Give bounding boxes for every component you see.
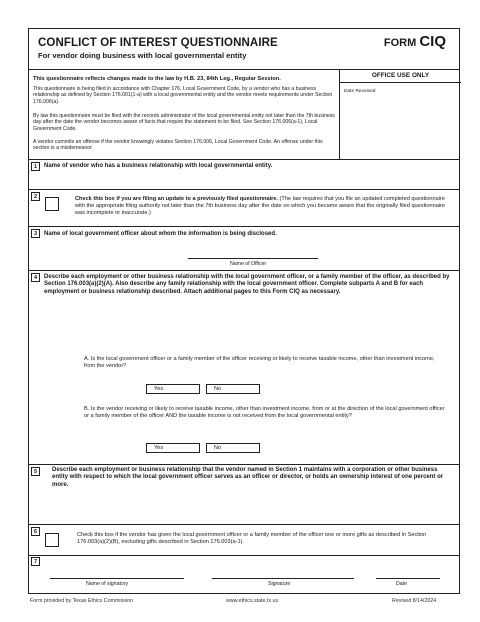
section-7-number: 7 (31, 557, 40, 566)
section-3-label: Name of local government officer about whom the information is being disclosed. (44, 231, 277, 237)
intro-paragraph-3: A vendor commits an offense if the vendor knowingly violates Section 176.006, Local Government Code. An offense under this section is a misdemeanor. (33, 139, 323, 152)
question-a-no-label: No (214, 386, 222, 392)
form-subtitle: For vendor doing business with local governmental entity (38, 51, 247, 60)
section-6-divider (28, 524, 460, 525)
section-6-number: 6 (31, 527, 40, 536)
section-7-divider (28, 555, 460, 556)
section-1-divider (28, 159, 460, 160)
section-2-number: 2 (31, 192, 40, 201)
footer-website: www.ethics.state.tx.us (226, 598, 279, 604)
intro-paragraph-1: This questionnaire is being filed in accordance with Chapter 176, Local Government Code, by a vendor who has a business relationship as defined by Section 176.001(1-a) with a local governmental entity and the vendor meets requirements under Section 176.006(a). (33, 86, 333, 105)
signatory-name-label: Name of signatory (86, 581, 129, 587)
footer-provider: Form provided by Texas Ethics Commission (30, 598, 133, 604)
question-b-no-label: No (214, 445, 222, 451)
office-use-heading: OFFICE USE ONLY (340, 69, 461, 83)
section-1-label: Name of vendor who has a business relationship with local governmental entity. (44, 163, 273, 169)
section-3-divider (28, 226, 460, 227)
form-code-ciq: CIQ (419, 33, 446, 50)
section-2-text (75, 196, 453, 217)
update-checkbox[interactable] (45, 197, 59, 211)
signatory-name-line[interactable] (50, 578, 184, 579)
question-a-text: A. Is the local government officer or a family member of the officer receiving or likely to receive taxable income, other than investment income, from the vendor? (84, 356, 435, 369)
date-label: Date (396, 581, 407, 587)
section-2-bold-text: Check this box if you are filing an update to a previously filed questionnaire. (75, 196, 278, 202)
section-2-rest-text: (The law requires that you file an updated completed questionnaire with the appropriate filing authority not later than the 7th business day after the date on which you became aware that the originally filed questionnaire was incomplete or inaccurate.) (75, 196, 446, 216)
date-received-label: Date Received (344, 89, 376, 94)
signature-label: Signature (268, 581, 291, 587)
office-use-box (339, 69, 460, 159)
section-4-label: Describe each employment or other business relationship with the local government officer, or a family member of the officer, as described by Section 176.003(a)(2)(A). Also describe any family relationship with the local government officer. Complete subparts A and B for each employment or business relationship described. Attach additional pages to this Form CIQ as necessary. (44, 274, 450, 295)
section-2-divider (28, 189, 460, 190)
officer-name-label: Name of Officer (230, 261, 267, 267)
footer-revised: Revised 8/14/2024 (392, 598, 437, 604)
form-code (384, 33, 446, 50)
section-5-number: 5 (31, 467, 40, 476)
form-title: CONFLICT OF INTEREST QUESTIONNAIRE (38, 37, 278, 49)
question-a-yes-label: Yes (154, 386, 164, 392)
section-6-text: Check this box if the vendor has given the local government officer or a family member of the officer one or more gifts as described in Section 176.003(a)(2)(B), excluding gifts described in Section 176.003(a-1). (77, 532, 427, 545)
intro-paragraph-2: By law this questionnaire must be filed with the records administrator of the local governmental entity not later than the 7th business day after the date the vendor becomes aware of facts that require the statement to be filed. See Section 176.006(a-1), Local Government Code. (33, 113, 335, 132)
section-5-label: Describe each employment or business relationship that the vendor named in Section 1 maintains with a corporation or other business entity with respect to which the local government officer serves as an officer or director, or holds an ownership interest of one percent or more. (52, 467, 444, 488)
officer-name-line[interactable] (188, 258, 318, 259)
section-4-number: 4 (31, 273, 40, 282)
section-5-divider (28, 464, 460, 465)
section-1-number: 1 (31, 162, 40, 171)
form-label: FORM (383, 37, 420, 49)
gifts-checkbox[interactable] (45, 533, 59, 547)
section-4-divider (28, 270, 460, 271)
question-b-text: B. Is the vendor receiving or likely to receive taxable income, other than investment income, from or at the direction of the local government officer or a family member of the officer AND the taxable income is not received from the local governmental entity? (84, 406, 445, 419)
section-3-number: 3 (31, 229, 40, 238)
signature-line[interactable] (212, 578, 354, 579)
law-reflects-note: This questionnaire reflects changes made to the law by H.B. 23, 84th Leg., Regular Session. (33, 76, 281, 82)
date-line[interactable] (376, 578, 440, 579)
question-b-yes-label: Yes (154, 445, 164, 451)
